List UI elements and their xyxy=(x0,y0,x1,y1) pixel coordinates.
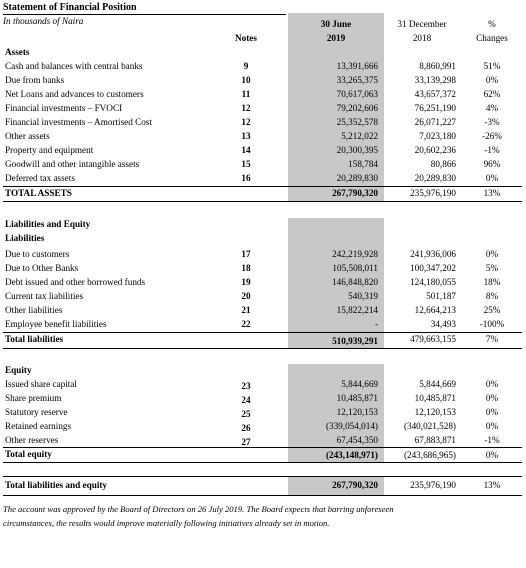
equity-row-note: 23 xyxy=(241,381,251,391)
liability-row-2019: - xyxy=(374,319,378,329)
asset-row-note: 9 xyxy=(243,61,249,71)
total-liabilities-2018: 479,663,155 xyxy=(410,334,456,344)
asset-row-2018: 43,657,372 xyxy=(414,89,456,99)
asset-row-note: 11 xyxy=(241,89,251,99)
asset-row-change: 0% xyxy=(485,75,499,85)
statement-title: Statement of Financial Position xyxy=(3,2,137,13)
grand-total-2018: 235,976,190 xyxy=(410,480,456,490)
equity-row-note: 25 xyxy=(241,409,251,419)
total-equity-2019: (243,148,971) xyxy=(325,450,378,460)
asset-row-change: -1% xyxy=(484,145,500,155)
equity-row-2018: 10,485,871 xyxy=(414,393,456,403)
equity-heading: Equity xyxy=(5,365,32,375)
asset-row-change: 0% xyxy=(485,173,499,183)
asset-row-2019: 70,617,063 xyxy=(336,89,378,99)
total-equity-change: 0% xyxy=(485,450,499,460)
asset-row-note: 15 xyxy=(241,159,251,169)
header-2019-line2: 2019 xyxy=(326,33,346,43)
liability-row-change: -100% xyxy=(479,319,505,329)
asset-row-2018: 80,866 xyxy=(430,159,456,169)
asset-row-note: 13 xyxy=(241,131,251,141)
equity-row-2019: 10,485,871 xyxy=(336,393,378,403)
equity-row-change: 0% xyxy=(485,407,499,417)
header-change-line2: Changes xyxy=(476,33,508,43)
liability-row-2018: 124,180,055 xyxy=(410,277,456,287)
asset-row-note: 10 xyxy=(241,75,251,85)
liability-row-2019: 242,219,928 xyxy=(332,249,378,259)
equity-row-change: 0% xyxy=(485,421,499,431)
asset-row-2019: 20,289,830 xyxy=(336,173,378,183)
liability-row-label: Due to customers xyxy=(5,249,70,259)
total-liabilities-label: Total liabilities xyxy=(5,334,64,344)
asset-row-label: Net Loans and advances to customers xyxy=(5,89,144,99)
liabilities-subheading: Liabilities xyxy=(5,233,45,243)
assets-heading: Assets xyxy=(5,47,30,57)
statement-subtitle: In thousands of Naira xyxy=(3,16,84,26)
asset-row-note: 12 xyxy=(241,117,251,127)
liability-row-label: Due to Other Banks xyxy=(5,263,79,273)
equity-row-2019: (339,054,014) xyxy=(325,421,378,431)
liability-row-note: 18 xyxy=(241,263,251,273)
asset-row-change: -3% xyxy=(484,117,500,127)
header-2019-line1: 30 June xyxy=(320,19,352,29)
asset-row-note: 16 xyxy=(241,173,251,183)
header-2018-line1: 31 December xyxy=(397,19,447,29)
equity-row-2019: 67,454,350 xyxy=(336,435,378,445)
asset-row-change: -26% xyxy=(482,131,502,141)
equity-row-note: 24 xyxy=(241,395,251,405)
equity-row-label: Issued share capital xyxy=(5,379,77,389)
total-assets-label: TOTAL ASSETS xyxy=(5,188,72,198)
asset-row-note: 14 xyxy=(241,145,251,155)
liability-row-2019: 15,822,214 xyxy=(336,305,378,315)
liability-row-2018: 34,493 xyxy=(430,319,456,329)
equity-row-label: Other reserves xyxy=(5,435,59,445)
asset-row-label: Due from banks xyxy=(5,75,65,85)
total-liabilities-rule xyxy=(3,348,522,349)
equity-row-change: -1% xyxy=(484,435,500,445)
liability-row-change: 0% xyxy=(485,249,499,259)
asset-row-2018: 26,071,227 xyxy=(414,117,456,127)
liability-row-note: 22 xyxy=(241,319,251,329)
asset-row-2019: 33,265,375 xyxy=(336,75,378,85)
equity-row-2018: 12,120,153 xyxy=(414,407,456,417)
equity-row-change: 0% xyxy=(485,393,499,403)
asset-row-2018: 76,251,190 xyxy=(414,103,456,113)
total-liabilities-2019: 510,939,291 xyxy=(332,336,378,346)
equity-row-change: 0% xyxy=(485,379,499,389)
total-assets-2018: 235,976,190 xyxy=(410,188,456,198)
liability-row-change: 25% xyxy=(483,305,501,315)
grand-total-2019: 267,790,320 xyxy=(332,480,378,490)
equity-row-2019: 5,844,669 xyxy=(341,379,378,389)
liability-row-note: 17 xyxy=(241,249,251,259)
liability-row-2019: 105,508,011 xyxy=(332,263,378,273)
grand-total-top-rule xyxy=(3,476,522,477)
liability-row-label: Debt issued and other borrowed funds xyxy=(5,277,146,287)
total-assets-change: 13% xyxy=(483,188,501,198)
liability-row-change: 8% xyxy=(485,291,499,301)
liabilities-subtotal-rule xyxy=(3,332,522,333)
asset-row-2018: 20,602,236 xyxy=(414,145,456,155)
header-change-line1: % xyxy=(488,19,496,29)
asset-row-2018: 7,023,180 xyxy=(419,131,456,141)
asset-row-change: 4% xyxy=(485,103,499,113)
total-equity-rule xyxy=(3,462,522,463)
header-2018-line2: 2018 xyxy=(412,33,432,43)
asset-row-label: Goodwill and other intangible assets xyxy=(5,159,140,169)
liability-row-note: 21 xyxy=(241,305,251,315)
asset-row-label: Other assets xyxy=(5,131,50,141)
title-underline xyxy=(3,14,286,15)
liability-row-2019: 146,848,820 xyxy=(332,277,378,287)
footnote-line-1: The account was approved by the Board of Directors on 26 July 2019. The Board expects that barring unforeseen xyxy=(3,504,394,514)
asset-row-2019: 25,352,578 xyxy=(336,117,378,127)
equity-row-2018: 67,883,871 xyxy=(414,435,456,445)
asset-row-2019: 13,391,666 xyxy=(336,61,378,71)
equity-row-2019: 12,120,153 xyxy=(336,407,378,417)
equity-subtotal-rule xyxy=(3,447,522,448)
equity-row-note: 26 xyxy=(241,423,251,433)
liability-row-change: 18% xyxy=(483,277,501,287)
equity-row-note: 27 xyxy=(241,437,251,447)
total-assets-2019: 267,790,320 xyxy=(332,188,378,198)
asset-row-change: 51% xyxy=(483,61,501,71)
asset-row-2019: 79,202,606 xyxy=(336,103,378,113)
equity-row-2018: 5,844,669 xyxy=(419,379,456,389)
liability-row-change: 5% xyxy=(485,263,499,273)
total-equity-2018: (243,686,965) xyxy=(403,450,456,460)
asset-row-2019: 5,212,022 xyxy=(341,131,378,141)
asset-row-label: Cash and balances with central banks xyxy=(5,61,143,71)
liability-row-2018: 501,187 xyxy=(426,291,456,301)
liability-row-note: 19 xyxy=(241,277,251,287)
grand-total-bottom-rule xyxy=(3,495,522,496)
equity-row-2018: (340,021,528) xyxy=(403,421,456,431)
total-liabilities-change: 7% xyxy=(485,334,499,344)
asset-row-2018: 8,860,991 xyxy=(419,61,456,71)
asset-row-2019: 20,300,395 xyxy=(336,145,378,155)
total-equity-label: Total equity xyxy=(5,449,52,459)
asset-row-label: Financial investments – FVOCI xyxy=(5,103,123,113)
equity-row-label: Statutory reserve xyxy=(5,407,68,417)
total-assets-rule xyxy=(3,201,522,202)
liability-row-note: 20 xyxy=(241,291,251,301)
header-notes: Notes xyxy=(235,33,257,43)
assets-subtotal-rule xyxy=(3,186,522,187)
footnote-line-2: circumstances, the results would improve materially following initiatives already set in motion. xyxy=(3,518,330,528)
asset-row-label: Financial investments – Amortised Cost xyxy=(5,117,152,127)
grand-total-change: 13% xyxy=(483,480,501,490)
equity-row-label: Share premium xyxy=(5,393,62,403)
grand-total-label: Total liabilities and equity xyxy=(5,480,108,490)
asset-row-label: Deferred tax assets xyxy=(5,173,75,183)
liability-row-2019: 540,319 xyxy=(348,291,378,301)
liability-row-label: Current tax liabilities xyxy=(5,291,84,301)
asset-row-2019: 158,784 xyxy=(348,159,378,169)
equity-row-label: Retained earnings xyxy=(5,421,72,431)
liability-row-label: Other liabilities xyxy=(5,305,63,315)
asset-row-label: Property and equipment xyxy=(5,145,94,155)
asset-row-change: 62% xyxy=(483,89,501,99)
liability-row-2018: 12,664,213 xyxy=(414,305,456,315)
liabilities-equity-heading: Liabilities and Equity xyxy=(5,219,91,229)
liability-row-label: Employee benefit liabilities xyxy=(5,319,107,329)
liability-row-2018: 241,936,006 xyxy=(410,249,456,259)
asset-row-note: 12 xyxy=(241,103,251,113)
asset-row-2018: 20,289,830 xyxy=(414,173,456,183)
asset-row-change: 96% xyxy=(483,159,501,169)
liability-row-2018: 100,347,202 xyxy=(410,263,456,273)
asset-row-2018: 33,139,298 xyxy=(414,75,456,85)
